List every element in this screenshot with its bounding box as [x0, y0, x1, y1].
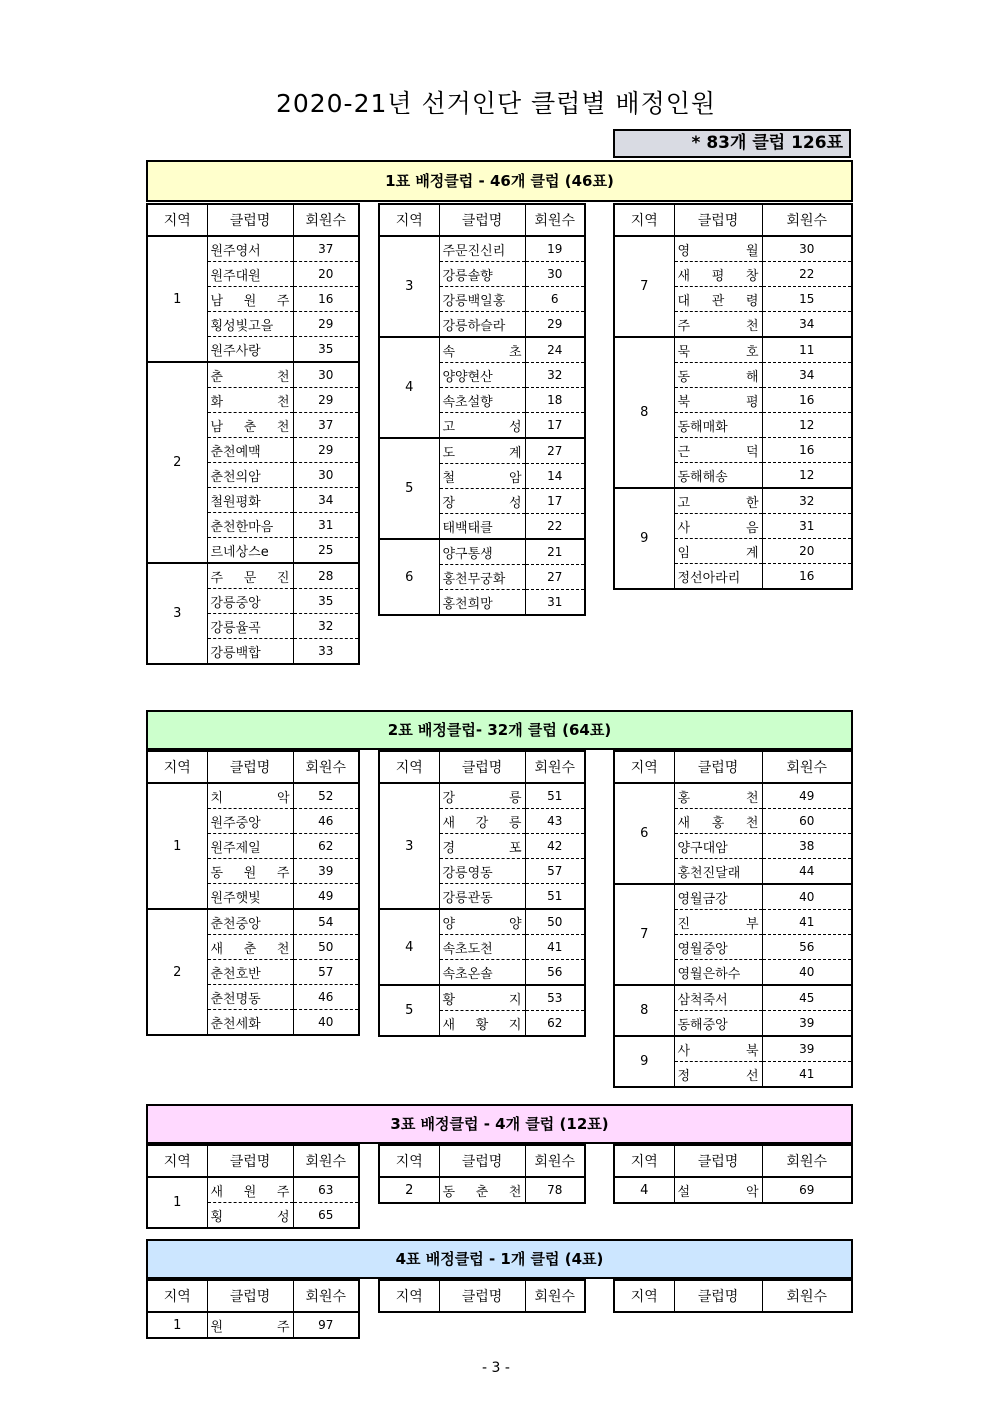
table-row — [147, 563, 359, 589]
member-count: 25 — [293, 538, 359, 564]
member-count: 65 — [293, 1203, 359, 1229]
region-header: 지역 — [379, 204, 439, 236]
page-number: - 3 - — [482, 1360, 510, 1376]
members-header: 회원수 — [293, 1145, 359, 1177]
region-header: 지역 — [147, 1280, 207, 1312]
table-row — [147, 1312, 359, 1338]
member-count: 16 — [762, 438, 852, 463]
club-name: 홍천무궁화 — [442, 571, 506, 587]
section-banner: 4표 배정클럽 - 1개 클럽 (4표) — [146, 1239, 853, 1279]
club-name: 동해중앙 — [677, 1017, 728, 1033]
member-count: 57 — [525, 859, 585, 884]
club-name: 홍 천 — [677, 790, 759, 806]
club-name: 속 초 — [442, 344, 522, 360]
members-header: 회원수 — [525, 1280, 585, 1312]
member-count: 30 — [293, 463, 359, 488]
member-count: 35 — [293, 589, 359, 614]
club-name: 원주대원 — [210, 268, 261, 284]
member-count: 29 — [293, 388, 359, 413]
club-header: 클럽명 — [439, 204, 525, 236]
club-header: 클럽명 — [207, 751, 293, 783]
member-count: 56 — [762, 935, 852, 960]
club-name: 남 춘 천 — [210, 419, 290, 435]
region-cell: 9 — [614, 488, 674, 589]
member-count: 32 — [525, 363, 585, 388]
table-row — [614, 488, 852, 514]
club-name: 춘천중앙 — [210, 916, 261, 932]
club-name: 사 북 — [677, 1043, 759, 1059]
club-name: 춘천세화 — [210, 1016, 261, 1032]
member-count: 54 — [293, 909, 359, 935]
club-name: 춘천호반 — [210, 966, 261, 982]
table-row — [379, 783, 585, 809]
club-name: 장 성 — [442, 495, 522, 511]
member-count: 20 — [762, 539, 852, 564]
region-header: 지역 — [147, 204, 207, 236]
club-name: 춘천명동 — [210, 991, 261, 1007]
member-count: 31 — [293, 513, 359, 538]
member-count: 69 — [762, 1177, 852, 1203]
page-title: 2020-21년 선거인단 클럽별 배정인원 — [275, 89, 717, 118]
region-header: 지역 — [614, 1145, 674, 1177]
club-name: 새 평 창 — [677, 268, 759, 284]
member-count: 32 — [293, 614, 359, 639]
member-count: 32 — [762, 488, 852, 514]
region-cell: 5 — [379, 985, 439, 1036]
table-row — [614, 1177, 852, 1203]
region-cell: 8 — [614, 337, 674, 488]
member-count: 33 — [293, 639, 359, 665]
member-count: 52 — [293, 783, 359, 809]
club-name: 황 지 — [442, 992, 522, 1008]
club-name: 새 원 주 — [210, 1184, 290, 1200]
club-name: 춘 천 — [210, 369, 290, 385]
club-header: 클럽명 — [674, 751, 762, 783]
region-header: 지역 — [147, 1145, 207, 1177]
member-count: 22 — [525, 514, 585, 540]
member-count: 29 — [293, 312, 359, 337]
club-name: 강릉중앙 — [210, 595, 261, 611]
region-cell: 1 — [147, 783, 207, 909]
club-name: 고 한 — [677, 495, 759, 511]
member-count: 62 — [293, 834, 359, 859]
club-name: 동 춘 천 — [442, 1184, 522, 1200]
member-count: 15 — [762, 287, 852, 312]
members-header: 회원수 — [293, 751, 359, 783]
club-name: 영월중앙 — [677, 941, 728, 957]
member-count: 40 — [762, 960, 852, 986]
member-count: 21 — [525, 539, 585, 565]
club-name: 태백태클 — [442, 520, 493, 536]
summary-badge: * 83개 클럽 126표 — [613, 129, 851, 158]
members-header: 회원수 — [293, 204, 359, 236]
member-count: 19 — [525, 236, 585, 262]
club-header: 클럽명 — [674, 204, 762, 236]
club-header: 클럽명 — [439, 1145, 525, 1177]
members-header: 회원수 — [525, 751, 585, 783]
club-name: 강 릉 — [442, 790, 522, 806]
club-name: 설 악 — [677, 1184, 759, 1200]
club-name: 양구대암 — [677, 840, 728, 856]
club-name: 새 춘 천 — [210, 941, 290, 957]
members-header: 회원수 — [762, 751, 852, 783]
region-header: 지역 — [379, 751, 439, 783]
member-count: 38 — [762, 834, 852, 859]
table-row — [614, 1036, 852, 1062]
club-table — [378, 1144, 586, 1204]
club-name: 철원평화 — [210, 494, 261, 510]
club-name: 강릉율곡 — [210, 620, 261, 636]
region-cell: 3 — [147, 563, 207, 664]
club-name: 춘천예맥 — [210, 444, 261, 460]
table-row — [379, 337, 585, 363]
member-count: 45 — [762, 985, 852, 1011]
region-cell: 8 — [614, 985, 674, 1036]
club-header: 클럽명 — [439, 1280, 525, 1312]
table-row — [379, 438, 585, 464]
member-count: 17 — [525, 413, 585, 439]
club-name: 동해해송 — [677, 469, 728, 485]
member-count: 6 — [525, 287, 585, 312]
member-count: 78 — [525, 1177, 585, 1203]
member-count: 31 — [762, 514, 852, 539]
region-cell: 7 — [614, 236, 674, 337]
club-header: 클럽명 — [439, 751, 525, 783]
club-header: 클럽명 — [207, 1145, 293, 1177]
members-header: 회원수 — [762, 1145, 852, 1177]
region-cell: 2 — [147, 362, 207, 563]
member-count: 39 — [762, 1011, 852, 1037]
member-count: 17 — [525, 489, 585, 514]
club-name: 묵 호 — [677, 344, 759, 360]
club-name: 홍천진달래 — [677, 865, 741, 881]
club-name: 강릉관동 — [442, 890, 493, 906]
table-row — [147, 783, 359, 809]
club-table — [146, 750, 360, 1036]
club-name: 고 성 — [442, 419, 522, 435]
member-count: 51 — [525, 783, 585, 809]
club-header: 클럽명 — [674, 1280, 762, 1312]
club-name: 원주중앙 — [210, 815, 261, 831]
member-count: 11 — [762, 337, 852, 363]
member-count: 97 — [293, 1312, 359, 1338]
member-count: 50 — [293, 935, 359, 960]
table-row — [147, 236, 359, 262]
member-count: 30 — [762, 236, 852, 262]
region-header: 지역 — [379, 1280, 439, 1312]
section-banner: 1표 배정클럽 - 46개 클럽 (46표) — [146, 160, 853, 202]
club-name: 근 덕 — [677, 444, 759, 460]
region-cell: 1 — [147, 1312, 207, 1338]
member-count: 12 — [762, 463, 852, 489]
region-cell: 6 — [614, 783, 674, 884]
member-count: 39 — [762, 1036, 852, 1062]
member-count: 63 — [293, 1177, 359, 1203]
club-header: 클럽명 — [674, 1145, 762, 1177]
member-count: 39 — [293, 859, 359, 884]
member-count: 16 — [293, 287, 359, 312]
club-table — [378, 1279, 586, 1313]
member-count: 27 — [525, 438, 585, 464]
region-header: 지역 — [379, 1145, 439, 1177]
club-name: 르네상스e — [210, 544, 269, 560]
region-cell: 1 — [147, 236, 207, 362]
member-count: 34 — [293, 488, 359, 513]
club-table — [378, 203, 586, 616]
club-name: 춘천의암 — [210, 469, 261, 485]
club-name: 주 문 진 — [210, 570, 290, 586]
club-name: 정선아라리 — [677, 570, 741, 586]
club-table — [146, 1144, 360, 1229]
member-count: 30 — [293, 362, 359, 388]
member-count: 43 — [525, 809, 585, 834]
region-cell: 2 — [147, 909, 207, 1035]
club-name: 원주햇빛 — [210, 890, 261, 906]
club-name: 영월금강 — [677, 891, 728, 907]
members-header: 회원수 — [762, 1280, 852, 1312]
club-name: 속초설향 — [442, 394, 493, 410]
club-name: 홍천희망 — [442, 596, 493, 612]
member-count: 29 — [293, 438, 359, 463]
region-cell: 3 — [379, 236, 439, 337]
member-count: 34 — [762, 363, 852, 388]
region-cell: 4 — [379, 909, 439, 985]
region-cell: 5 — [379, 438, 439, 539]
member-count: 12 — [762, 413, 852, 438]
club-name: 양양현산 — [442, 369, 493, 385]
table-row — [147, 362, 359, 388]
member-count: 49 — [293, 884, 359, 910]
club-name: 새 강 릉 — [442, 815, 522, 831]
member-count: 35 — [293, 337, 359, 363]
members-header: 회원수 — [293, 1280, 359, 1312]
club-name: 대 관 령 — [677, 293, 759, 309]
member-count: 22 — [762, 262, 852, 287]
region-cell: 6 — [379, 539, 439, 615]
region-header: 지역 — [614, 751, 674, 783]
table-row — [614, 783, 852, 809]
club-name: 동해매화 — [677, 419, 728, 435]
member-count: 40 — [293, 1010, 359, 1036]
club-name: 진 부 — [677, 916, 759, 932]
member-count: 44 — [762, 859, 852, 885]
club-table — [613, 1144, 853, 1204]
region-cell: 9 — [614, 1036, 674, 1087]
region-header: 지역 — [614, 1280, 674, 1312]
member-count: 37 — [293, 236, 359, 262]
club-name: 원 주 — [210, 1319, 290, 1335]
member-count: 16 — [762, 388, 852, 413]
club-name: 영 월 — [677, 243, 759, 259]
section-banner: 3표 배정클럽 - 4개 클럽 (12표) — [146, 1104, 853, 1144]
club-name: 주 천 — [677, 318, 759, 334]
club-name: 강릉백합 — [210, 645, 261, 661]
region-cell: 4 — [614, 1177, 674, 1203]
member-count: 50 — [525, 909, 585, 935]
club-name: 강릉하슬라 — [442, 318, 506, 334]
member-count: 40 — [762, 884, 852, 910]
region-cell: 1 — [147, 1177, 207, 1228]
club-name: 임 계 — [677, 545, 759, 561]
club-name: 횡성빛고을 — [210, 318, 274, 334]
member-count: 41 — [525, 935, 585, 960]
club-table — [146, 1279, 360, 1339]
member-count: 57 — [293, 960, 359, 985]
member-count: 60 — [762, 809, 852, 834]
member-count: 46 — [293, 809, 359, 834]
members-header: 회원수 — [762, 204, 852, 236]
region-cell: 3 — [379, 783, 439, 909]
table-row — [379, 539, 585, 565]
region-header: 지역 — [147, 751, 207, 783]
table-row — [614, 337, 852, 363]
member-count: 51 — [525, 884, 585, 910]
club-name: 원주영서 — [210, 243, 261, 259]
club-name: 강릉영동 — [442, 865, 493, 881]
club-name: 양구통생 — [442, 546, 493, 562]
member-count: 37 — [293, 413, 359, 438]
club-name: 화 천 — [210, 394, 290, 410]
club-name: 강릉솔향 — [442, 268, 493, 284]
club-name: 동 원 주 — [210, 865, 290, 881]
table-row — [379, 985, 585, 1011]
member-count: 18 — [525, 388, 585, 413]
club-name: 정 선 — [677, 1068, 759, 1084]
member-count: 14 — [525, 464, 585, 489]
member-count: 42 — [525, 834, 585, 859]
member-count: 27 — [525, 565, 585, 590]
table-row — [379, 1177, 585, 1203]
club-table — [378, 750, 586, 1037]
club-name: 횡 성 — [210, 1209, 290, 1225]
table-row — [379, 909, 585, 935]
club-table — [613, 1279, 853, 1313]
club-name: 원주제일 — [210, 840, 261, 856]
member-count: 29 — [525, 312, 585, 338]
region-cell: 4 — [379, 337, 439, 438]
member-count: 56 — [525, 960, 585, 986]
club-name: 강릉백일홍 — [442, 293, 506, 309]
club-header: 클럽명 — [207, 204, 293, 236]
club-name: 영월은하수 — [677, 966, 741, 982]
club-name: 새 홍 천 — [677, 815, 759, 831]
member-count: 28 — [293, 563, 359, 589]
club-name: 삼척죽서 — [677, 992, 728, 1008]
region-cell: 2 — [379, 1177, 439, 1203]
club-name: 북 평 — [677, 394, 759, 410]
member-count: 53 — [525, 985, 585, 1011]
club-name: 주문진신리 — [442, 243, 506, 259]
member-count: 30 — [525, 262, 585, 287]
club-name: 양 양 — [442, 916, 522, 932]
member-count: 46 — [293, 985, 359, 1010]
club-table — [613, 203, 853, 590]
members-header: 회원수 — [525, 204, 585, 236]
club-table — [146, 203, 360, 665]
table-row — [147, 1177, 359, 1203]
member-count: 24 — [525, 337, 585, 363]
club-name: 철 암 — [442, 470, 522, 486]
club-header: 클럽명 — [207, 1280, 293, 1312]
club-name: 원주사랑 — [210, 343, 261, 359]
club-name: 속초온솔 — [442, 966, 493, 982]
club-name: 남 원 주 — [210, 293, 290, 309]
member-count: 49 — [762, 783, 852, 809]
members-header: 회원수 — [525, 1145, 585, 1177]
member-count: 34 — [762, 312, 852, 338]
club-name: 동 해 — [677, 369, 759, 385]
table-row — [614, 884, 852, 910]
club-table — [613, 750, 853, 1088]
table-row — [379, 236, 585, 262]
member-count: 31 — [525, 590, 585, 616]
region-header: 지역 — [614, 204, 674, 236]
region-cell: 7 — [614, 884, 674, 985]
club-name: 사 음 — [677, 520, 759, 536]
club-name: 새 황 지 — [442, 1017, 522, 1033]
member-count: 41 — [762, 1062, 852, 1088]
club-name: 치 악 — [210, 790, 290, 806]
section-banner: 2표 배정클럽- 32개 클럽 (64표) — [146, 710, 853, 750]
club-name: 춘천한마음 — [210, 519, 274, 535]
member-count: 20 — [293, 262, 359, 287]
table-row — [614, 236, 852, 262]
table-row — [147, 909, 359, 935]
club-name: 도 계 — [442, 445, 522, 461]
table-row — [614, 985, 852, 1011]
club-name: 속초도천 — [442, 941, 493, 957]
member-count: 41 — [762, 910, 852, 935]
member-count: 16 — [762, 564, 852, 590]
member-count: 62 — [525, 1011, 585, 1037]
club-name: 경 포 — [442, 840, 522, 856]
